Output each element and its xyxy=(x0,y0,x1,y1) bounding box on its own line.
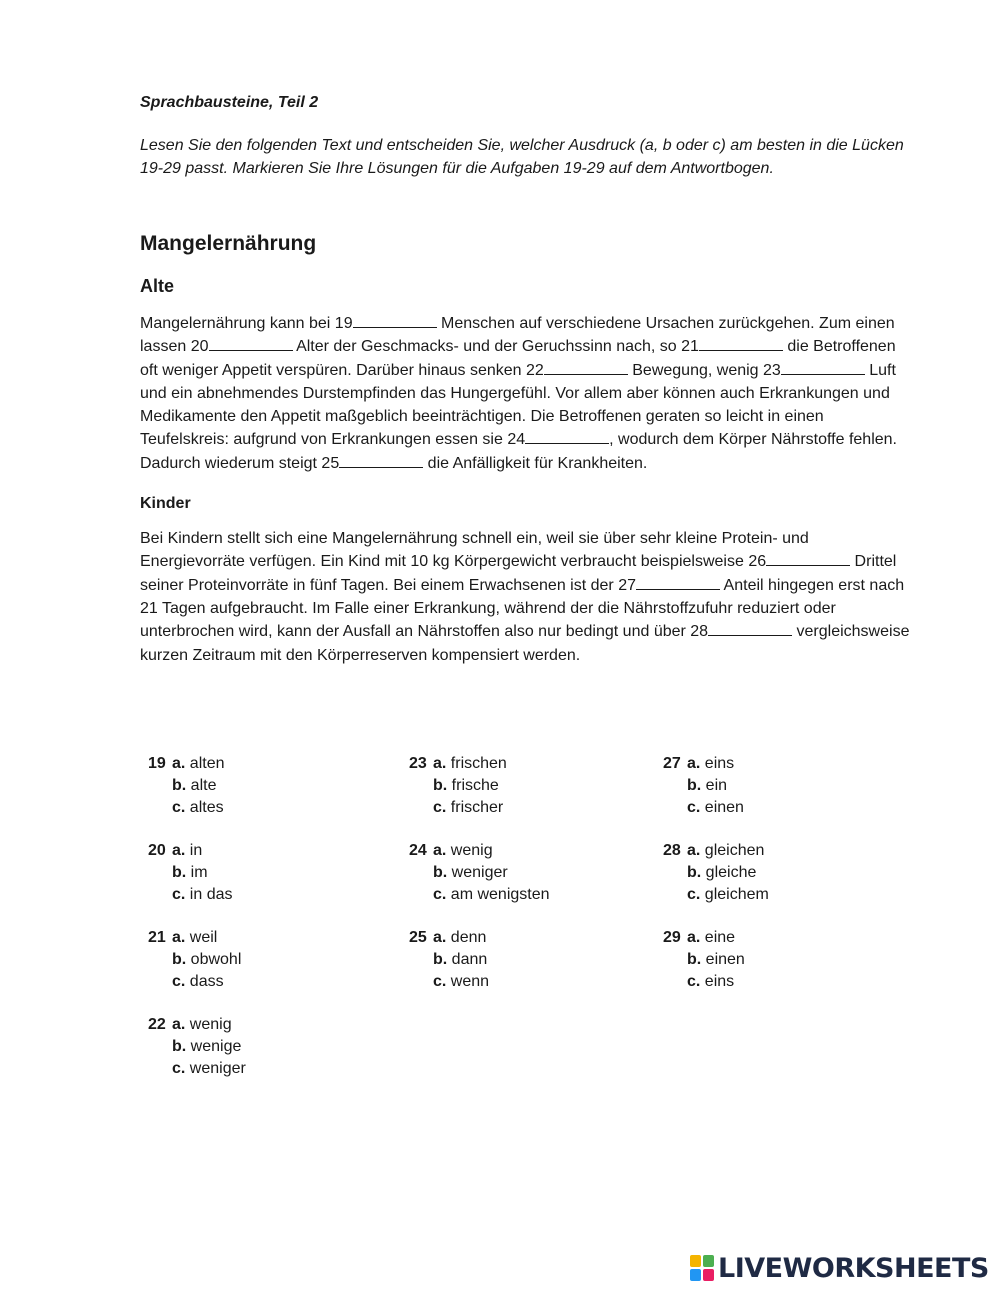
gap-24[interactable] xyxy=(525,430,609,444)
option-text: dann xyxy=(447,951,488,968)
option-letter: a. xyxy=(433,842,447,859)
option-22-c[interactable] xyxy=(148,1058,246,1080)
option-letter: a. xyxy=(172,929,186,946)
question-29 xyxy=(663,927,769,993)
option-text: wenn xyxy=(446,973,490,990)
option-letter: a. xyxy=(172,755,186,772)
option-text: ein xyxy=(701,777,728,794)
gap-19[interactable] xyxy=(353,314,437,328)
question-number: 22 xyxy=(148,1016,166,1033)
option-letter: c. xyxy=(172,886,186,903)
text-fragment: Mangelernährung kann bei 19 xyxy=(140,315,353,332)
paragraph-alte xyxy=(140,312,910,475)
option-text: dass xyxy=(185,973,224,990)
option-letter: b. xyxy=(172,951,187,968)
section-heading-kinder: Kinder xyxy=(140,495,191,513)
question-20 xyxy=(148,840,246,906)
gap-22[interactable] xyxy=(544,361,628,375)
logo-square xyxy=(690,1269,701,1281)
option-text: weniger xyxy=(185,1060,246,1077)
option-letter: c. xyxy=(172,973,186,990)
option-24-b[interactable] xyxy=(409,862,550,884)
option-22-b[interactable] xyxy=(148,1036,246,1058)
option-text: frischer xyxy=(446,799,504,816)
option-letter: c. xyxy=(433,799,447,816)
option-letter: a. xyxy=(172,842,186,859)
option-text: eine xyxy=(700,929,736,946)
option-23-c[interactable] xyxy=(409,797,550,819)
option-letter: c. xyxy=(687,799,701,816)
option-20-b[interactable] xyxy=(148,862,246,884)
option-text: altes xyxy=(185,799,224,816)
article-title: Mangelernährung xyxy=(140,232,317,255)
text-fragment: Menschen auf verschiedene Ursachen zurückgehen. Zum einen lassen 20 xyxy=(140,315,895,356)
question-27 xyxy=(663,753,769,819)
option-22-a[interactable] xyxy=(148,1014,246,1036)
question-number: 23 xyxy=(409,755,427,772)
option-21-b[interactable] xyxy=(148,949,246,971)
option-25-a[interactable] xyxy=(409,927,550,949)
option-text: frische xyxy=(447,777,499,794)
option-text: wenig xyxy=(446,842,493,859)
option-text: alte xyxy=(186,777,217,794)
option-letter: b. xyxy=(687,777,702,794)
option-letter: c. xyxy=(433,973,447,990)
option-28-b[interactable] xyxy=(663,862,769,884)
paragraph-kinder xyxy=(140,527,910,667)
option-letter: a. xyxy=(687,929,701,946)
option-letter: c. xyxy=(172,799,186,816)
option-text: in das xyxy=(185,886,233,903)
option-text: eins xyxy=(700,755,735,772)
logo-square xyxy=(690,1255,701,1267)
gap-21[interactable] xyxy=(699,337,783,351)
option-text: alten xyxy=(185,755,225,772)
logo-mark-icon xyxy=(690,1255,714,1281)
option-23-b[interactable] xyxy=(409,775,550,797)
gap-27[interactable] xyxy=(636,576,720,590)
option-28-a[interactable] xyxy=(663,840,769,862)
option-text: obwohl xyxy=(186,951,242,968)
option-text: einen xyxy=(700,799,744,816)
text-fragment: die Anfälligkeit für Krankheiten. xyxy=(423,454,648,472)
question-number: 19 xyxy=(148,755,166,772)
option-text: wenige xyxy=(186,1038,242,1055)
option-text: weniger xyxy=(447,864,508,881)
option-letter: a. xyxy=(687,755,701,772)
option-20-a[interactable] xyxy=(148,840,246,862)
question-28 xyxy=(663,840,769,906)
section-title: Sprachbausteine, Teil 2 xyxy=(140,94,319,111)
gap-26[interactable] xyxy=(766,552,850,566)
option-27-a[interactable] xyxy=(663,753,769,775)
logo-square xyxy=(703,1269,714,1281)
question-number: 27 xyxy=(663,755,681,772)
option-21-c[interactable] xyxy=(148,971,246,993)
option-29-c[interactable] xyxy=(663,971,769,993)
option-letter: b. xyxy=(433,777,448,794)
question-number: 29 xyxy=(663,929,681,946)
option-text: am wenigsten xyxy=(446,886,550,903)
option-letter: b. xyxy=(172,864,187,881)
text-fragment: Bei Kindern stellt sich eine Mangelernährung schnell ein, weil sie über sehr kleine Protein- und Energievorräte verfügen. Ein Kind mit 10 kg Körpergewicht verbraucht beispielsweise 26 xyxy=(140,530,809,571)
option-letter: c. xyxy=(433,886,447,903)
question-24 xyxy=(409,840,550,906)
option-letter: b. xyxy=(172,1038,187,1055)
option-text: wenig xyxy=(185,1016,232,1033)
option-letter: b. xyxy=(433,951,448,968)
option-text: eins xyxy=(700,973,735,990)
gap-25[interactable] xyxy=(339,454,423,468)
question-19 xyxy=(148,753,246,819)
options-column-3 xyxy=(663,753,769,1014)
liveworksheets-logo xyxy=(690,1252,989,1284)
option-19-c[interactable] xyxy=(148,797,246,819)
question-number: 25 xyxy=(409,929,427,946)
gap-20[interactable] xyxy=(209,337,293,351)
option-text: weil xyxy=(185,929,218,946)
option-24-a[interactable] xyxy=(409,840,550,862)
option-letter: c. xyxy=(687,886,701,903)
question-23 xyxy=(409,753,550,819)
text-fragment: die Betroffenen oft weniger Appetit verspüren. Darüber hinaus senken 22 xyxy=(140,338,896,379)
option-27-c[interactable] xyxy=(663,797,769,819)
option-19-a[interactable] xyxy=(148,753,246,775)
option-text: in xyxy=(185,842,203,859)
option-letter: b. xyxy=(172,777,187,794)
option-29-a[interactable] xyxy=(663,927,769,949)
text-fragment: Bewegung, wenig 23 xyxy=(627,361,781,379)
option-letter: a. xyxy=(687,842,701,859)
section-heading-alte: Alte xyxy=(140,276,175,296)
option-28-c[interactable] xyxy=(663,884,769,906)
options-column-2 xyxy=(409,753,550,1014)
question-25 xyxy=(409,927,550,993)
text-fragment: Anteil hingegen erst nach 21 Tagen aufgebraucht. Im Falle einer Erkrankung, während der die Nährstoffzufuhr reduziert oder unterbrochen wird, kann der Ausfall an Nährstoffen also nur bedingt und über 28 xyxy=(140,576,905,641)
option-21-a[interactable] xyxy=(148,927,246,949)
option-25-c[interactable] xyxy=(409,971,550,993)
option-letter: b. xyxy=(687,864,702,881)
question-number: 21 xyxy=(148,929,166,946)
logo-square xyxy=(703,1255,714,1267)
gap-28[interactable] xyxy=(708,622,792,636)
option-text: denn xyxy=(446,929,487,946)
question-21 xyxy=(148,927,246,993)
option-text: einen xyxy=(701,951,745,968)
option-text: gleichen xyxy=(700,842,765,859)
option-25-b[interactable] xyxy=(409,949,550,971)
option-letter: a. xyxy=(433,755,447,772)
option-text: gleichem xyxy=(700,886,769,903)
text-fragment: Drittel seiner Proteinvorräte in fünf Tagen. Bei einem Erwachsenen ist der 27 xyxy=(140,553,897,594)
option-29-b[interactable] xyxy=(663,949,769,971)
worksheet-page xyxy=(140,92,910,667)
logo-text: LIVEWORKSHEETS xyxy=(718,1252,989,1284)
option-letter: b. xyxy=(687,951,702,968)
question-number: 20 xyxy=(148,842,166,859)
options-column-1 xyxy=(148,753,246,1101)
option-19-b[interactable] xyxy=(148,775,246,797)
text-fragment: , wodurch dem Körper Nährstoffe fehlen. Dadurch wiederum steigt 25 xyxy=(140,431,897,472)
text-fragment: Alter der Geschmacks- und der Geruchssinn nach, so 21 xyxy=(292,338,699,356)
option-20-c[interactable] xyxy=(148,884,246,906)
option-letter: b. xyxy=(433,864,448,881)
option-letter: a. xyxy=(433,929,447,946)
question-number: 24 xyxy=(409,842,427,859)
option-letter: a. xyxy=(172,1016,186,1033)
option-letter: c. xyxy=(172,1060,186,1077)
option-text: gleiche xyxy=(701,864,757,881)
text-fragment: Luft und ein abnehmendes Durstempfinden das Hungergefühl. Vor allem aber können auch Erkrankungen und Medikamente den Appetit maßgeblich beeinträchtigen. Die Betroffenen geraten so leicht in einen Teufelskreis: aufgrund von Erkrankungen essen sie 24 xyxy=(140,361,896,449)
option-24-c[interactable] xyxy=(409,884,550,906)
question-number: 28 xyxy=(663,842,681,859)
text-fragment: vergleichsweise kurzen Zeitraum mit den Körperreserven kompensiert werden. xyxy=(140,623,910,664)
option-23-a[interactable] xyxy=(409,753,550,775)
instructions: Lesen Sie den folgenden Text und entscheiden Sie, welcher Ausdruck (a, b oder c) am besten in die Lücken 19-29 passt. Markieren Sie Ihre Lösungen für die Aufgaben 19-29 auf dem Antwortbogen. xyxy=(140,137,904,177)
option-text: frischen xyxy=(446,755,507,772)
question-22 xyxy=(148,1014,246,1080)
gap-23[interactable] xyxy=(781,361,865,375)
option-letter: c. xyxy=(687,973,701,990)
option-27-b[interactable] xyxy=(663,775,769,797)
option-text: im xyxy=(186,864,208,881)
